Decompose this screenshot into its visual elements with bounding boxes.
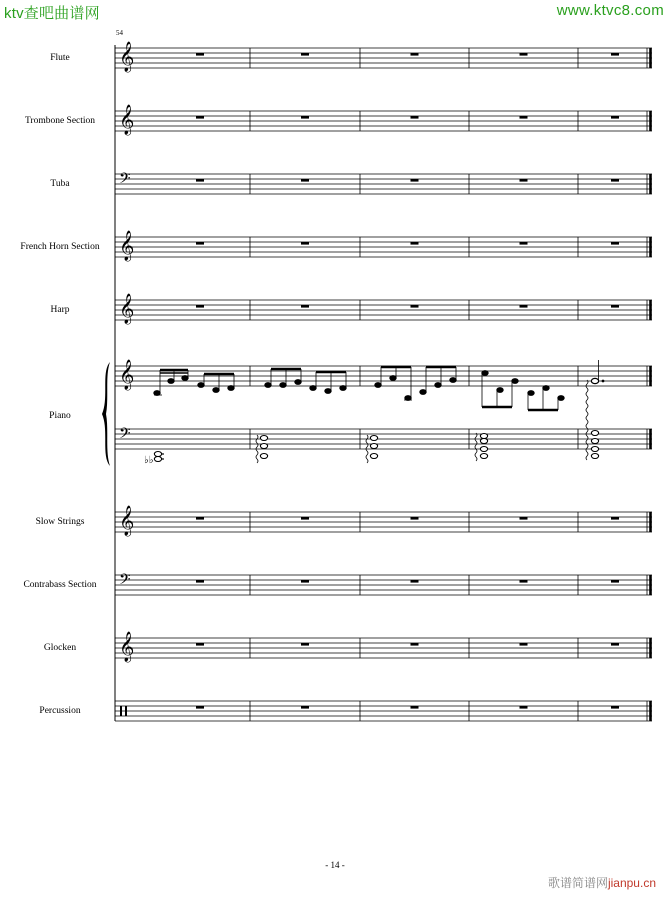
instrument-label-piano: Piano: [49, 411, 71, 421]
whole-rest: [520, 242, 528, 245]
staff-system: [115, 41, 652, 721]
whole-rest: [301, 179, 309, 182]
whole-rest: [411, 517, 419, 520]
whole-rest: [611, 242, 619, 245]
instrument-label-slow-strings: Slow Strings: [35, 517, 85, 527]
treble-clef-icon: 𝄞: [119, 506, 135, 536]
instrument-label-percussion: Percussion: [39, 706, 81, 716]
percussion-clef-icon: [120, 706, 122, 716]
treble-clef-icon: 𝄞: [119, 632, 135, 662]
whole-rest: [411, 53, 419, 56]
site-watermark-bottom: [548, 874, 656, 891]
treble-clef-icon: 𝄞: [119, 360, 135, 390]
whole-rest: [411, 580, 419, 583]
whole-rest: [611, 116, 619, 119]
treble-clef-icon: 𝄞: [119, 294, 135, 324]
site-watermark-left: ktv查吧曲谱网: [4, 5, 100, 22]
whole-rest: [301, 643, 309, 646]
whole-rest: [196, 242, 204, 245]
whole-rest: [520, 643, 528, 646]
whole-rest: [520, 53, 528, 56]
watermark-bottom-prefix: 歌谱简谱网: [547, 876, 608, 890]
whole-rest: [301, 116, 309, 119]
instrument-label-french-horn: French Horn Section: [20, 242, 100, 252]
whole-rest: [301, 706, 309, 709]
percussion-clef-icon: [125, 706, 127, 716]
whole-rest: [520, 179, 528, 182]
whole-rest: [196, 580, 204, 583]
whole-rest: [301, 242, 309, 245]
whole-rest: [411, 242, 419, 245]
whole-rest: [611, 53, 619, 56]
whole-rest: [196, 179, 204, 182]
whole-rest: [611, 706, 619, 709]
page-number: - 14 -: [325, 860, 345, 870]
whole-rest: [611, 517, 619, 520]
whole-rest: [611, 643, 619, 646]
whole-rest: [196, 643, 204, 646]
instrument-label-tuba: Tuba: [50, 179, 70, 189]
whole-rest: [611, 179, 619, 182]
whole-rest: [411, 179, 419, 182]
piano-brace: [102, 362, 110, 466]
piano-treble-notes: [154, 360, 604, 410]
whole-rest: [411, 643, 419, 646]
whole-rest: [411, 116, 419, 119]
svg-text:♭♭: ♭♭: [144, 455, 154, 466]
whole-rest: [196, 517, 204, 520]
watermark-bottom-suffix: jianpu.cn: [607, 876, 656, 890]
treble-clef-icon: 𝄞: [119, 105, 135, 135]
whole-rest: [520, 706, 528, 709]
whole-rest: [196, 305, 204, 308]
whole-rest: [520, 305, 528, 308]
whole-rest: [301, 305, 309, 308]
instrument-label-flute: Flute: [50, 53, 70, 63]
site-watermark-right: www.ktvc8.com: [556, 2, 664, 19]
bass-clef-icon: 𝄢: [119, 170, 131, 191]
whole-rest: [411, 706, 419, 709]
whole-rest: [301, 580, 309, 583]
whole-rest: [301, 53, 309, 56]
whole-rest: [196, 706, 204, 709]
whole-rest: [301, 517, 309, 520]
measure-number: 54: [116, 29, 123, 37]
bass-clef-icon: 𝄢: [119, 571, 131, 592]
treble-clef-icon: 𝄞: [119, 42, 135, 72]
whole-rest: [611, 305, 619, 308]
instrument-label-glocken: Glocken: [43, 643, 77, 653]
whole-rest: [520, 517, 528, 520]
whole-rest: [196, 116, 204, 119]
whole-rest: [411, 305, 419, 308]
treble-clef-icon: 𝄞: [119, 231, 135, 261]
whole-rest: [611, 580, 619, 583]
whole-rest: [520, 116, 528, 119]
bass-clef-icon: 𝄢: [119, 425, 131, 446]
whole-rest: [520, 580, 528, 583]
whole-rest: [196, 53, 204, 56]
instrument-label-harp: Harp: [50, 305, 70, 315]
instrument-label-trombone: Trombone Section: [24, 116, 96, 126]
instrument-label-contrabass: Contrabass Section: [23, 580, 97, 590]
